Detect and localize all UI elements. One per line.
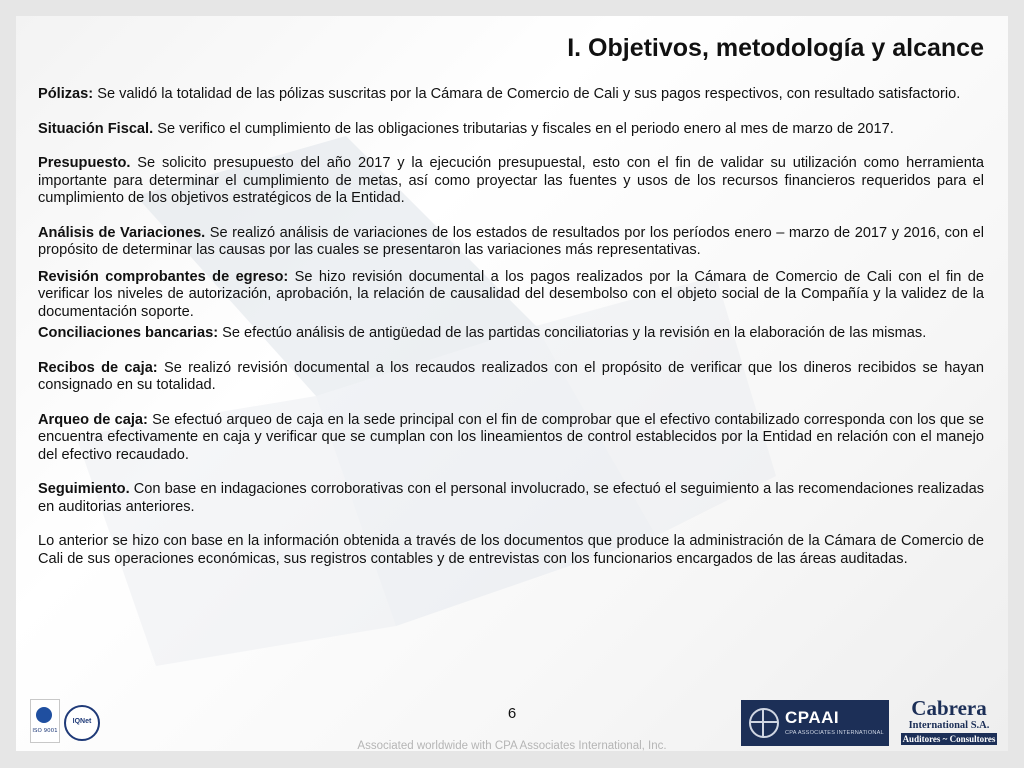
cpaai-subtitle: CPA ASSOCIATES INTERNATIONAL — [785, 730, 884, 736]
paragraph-seguimiento — [38, 481, 984, 516]
paragraph-text: Se efectúo análisis de antigüedad de las partidas conciliatorias y la revisión en la elaboración de las mismas. — [218, 325, 927, 341]
paragraph-presupuesto — [38, 155, 984, 208]
cabrera-logo — [899, 697, 999, 747]
paragraph-recibos-caja — [38, 360, 984, 395]
paragraph-heading: Revisión comprobantes de egreso: — [38, 268, 289, 285]
paragraph-arqueo-caja — [38, 412, 984, 465]
paragraph-heading: Seguimiento. — [38, 481, 130, 497]
paragraph-conclusion — [38, 533, 984, 568]
paragraph-situacion-fiscal — [38, 121, 984, 139]
paragraph-analisis-variaciones — [38, 225, 984, 260]
footer-text: Associated worldwide with CPA Associates International, Inc. — [357, 740, 667, 752]
paragraph-text: Se validó la totalidad de las pólizas suscritas por la Cámara de Comercio de Cali y sus pagos respectivos, con resultado satisfactorio. — [93, 86, 961, 102]
paragraph-heading: Recibos de caja: — [38, 359, 158, 376]
cabrera-name: Cabrera — [911, 696, 987, 720]
paragraph-heading: Análisis de Variaciones. — [38, 224, 206, 241]
paragraph-text: Lo anterior se hizo con base en la información obtenida a través de los documentos que produce la administración de la Cámara de Comercio de Cali de sus operaciones económicas, sus registros contables y de entrevistas con los funcionarios encargados de las áreas auditadas. — [38, 533, 984, 567]
paragraph-polizas — [38, 86, 984, 104]
paragraph-heading: Arqueo de caja: — [38, 411, 148, 428]
paragraph-revision-egreso — [38, 269, 984, 322]
paragraph-conciliaciones — [38, 325, 984, 343]
paragraph-text: Se hizo revisión documental a los pagos realizados por la Cámara de Comercio de Cali con el fin de verificar los niveles de autorización, aprobación, la relación de causalidad del desembolso con el objeto social de la Compañía y la validez de la documentación soporte. — [38, 268, 985, 320]
page-title: I. Objetivos, metodología y alcance — [567, 34, 984, 62]
cabrera-subtitle: International S.A. — [908, 720, 990, 731]
paragraph-text: Se solicito presupuesto del año 2017 y la ejecución presupuestal, esto con el fin de validar su utilización como herramienta importante para determinar el cumplimiento de metas, así como proyectar las fuentes y usos de los recursos financieros requeridos para el cumplimiento de los objetivos estratégicos de la Entidad. — [38, 155, 984, 206]
slide — [16, 16, 1008, 751]
globe-icon — [749, 708, 779, 738]
paragraph-text: Se efectuó arqueo de caja en la sede principal con el fin de comprobar que el efectivo contabilizado corresponda con los que se encuentra efectivamente en caja y verificar que se cumplan con los lineamientos de control establecidos por la Entidad en relación con el manejo del efectivo recaudado. — [38, 411, 984, 463]
paragraph-heading: Conciliaciones bancarias: — [38, 325, 219, 341]
paragraph-text: Se verifico el cumplimiento de las obligaciones tributarias y fiscales en el periodo enero al mes de marzo de 2017. — [153, 120, 894, 137]
cpaai-name: CPAAI — [785, 708, 840, 727]
cpaai-logo — [741, 700, 889, 746]
paragraph-heading: Pólizas: — [38, 86, 94, 102]
iso-label: ISO 9001 — [32, 728, 58, 734]
cabrera-tagline: Auditores ~ Consultores — [902, 734, 996, 744]
paragraph-text: Se realizó revisión documental a los recaudos realizados con el propósito de verificar que los dineros recibidos se hayan consignado en su totalidad. — [38, 359, 984, 393]
page-number: 6 — [507, 705, 517, 722]
paragraph-text: Se realizó análisis de variaciones de los estados de resultados por los períodos enero – marzo de 2017 y 2016, con el propósito de determinar las causas por las cuales se presentaron las variaciones más representativas. — [38, 224, 984, 258]
content-body — [38, 86, 984, 568]
paragraph-text: Con base en indagaciones corroborativas con el personal involucrado, se efectuó el seguimiento a las recomendaciones realizadas en auditorias anteriores. — [38, 481, 984, 515]
iqnet-label: IQNet — [72, 718, 92, 725]
paragraph-heading: Situación Fiscal. — [38, 120, 154, 137]
paragraph-heading: Presupuesto. — [38, 155, 131, 171]
